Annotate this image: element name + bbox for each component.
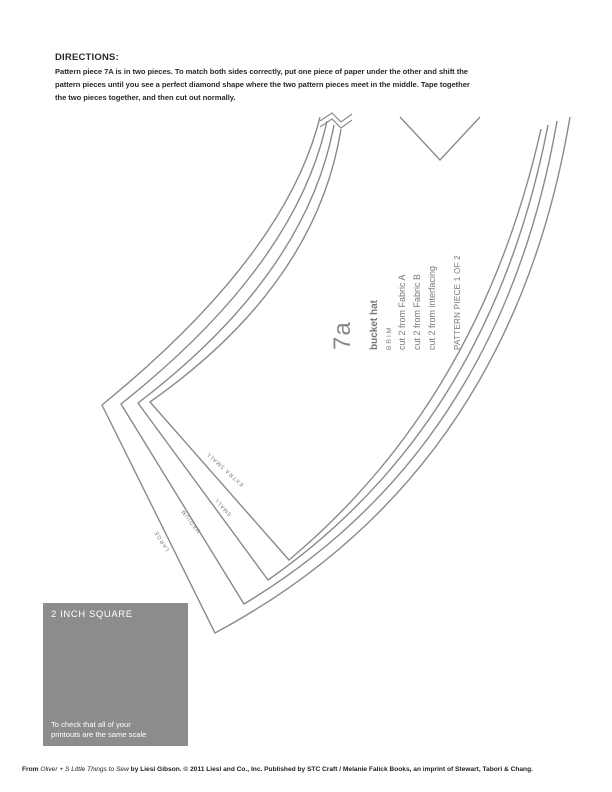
directions-line: pattern pieces until you see a perfect diamond shape where the two pattern pieces meet in the middle. Tape together bbox=[55, 80, 470, 89]
copyright-footer bbox=[22, 766, 602, 773]
size-label-small: SMALL bbox=[213, 496, 234, 518]
footer-text: by Liesl Gibson. © 2011 Liesl and Co., Inc. Published by STC Craft / Melanie Falick Books, an imprint of Stewart, Tabori & Chang. bbox=[128, 766, 533, 773]
directions-title: DIRECTIONS: bbox=[55, 52, 119, 63]
size-label-extra-small: EXTRA SMALL bbox=[205, 450, 246, 488]
footer-book-title: Oliver + S Little Things to Sew bbox=[40, 766, 129, 773]
size-label-medium: MEDIUM bbox=[180, 507, 203, 534]
seam-offset-mark bbox=[320, 119, 352, 128]
square-note-line: To check that all of your bbox=[51, 720, 131, 729]
piece-part: BRIM bbox=[386, 325, 393, 350]
piece-count-label: PATTERN PIECE 1 OF 2 bbox=[453, 254, 462, 350]
diamond-notch bbox=[400, 117, 480, 160]
square-note bbox=[51, 720, 146, 740]
cut-instruction-1: cut 2 from Fabric A bbox=[397, 274, 407, 350]
cut-instruction-3: cut 2 from interfacing bbox=[427, 265, 437, 350]
piece-name: bucket hat bbox=[369, 299, 380, 350]
directions-line: Pattern piece 7A is in two pieces. To match both sides correctly, put one piece of paper under the other and shift the bbox=[55, 67, 468, 76]
square-note-line: printouts are the same scale bbox=[51, 730, 147, 739]
footer-prefix: From bbox=[22, 766, 41, 773]
piece-number: 7a bbox=[329, 321, 356, 350]
cutting-line-small bbox=[138, 125, 548, 580]
size-label-large: LARGE bbox=[153, 528, 171, 553]
two-inch-scale-square bbox=[43, 603, 188, 746]
seam-offset-mark bbox=[320, 113, 352, 122]
cut-instruction-2: cut 2 from Fabric B bbox=[412, 273, 422, 350]
directions-line: the two pieces together, and then cut out normally. bbox=[55, 93, 236, 102]
square-title: 2 INCH SQUARE bbox=[51, 609, 133, 620]
